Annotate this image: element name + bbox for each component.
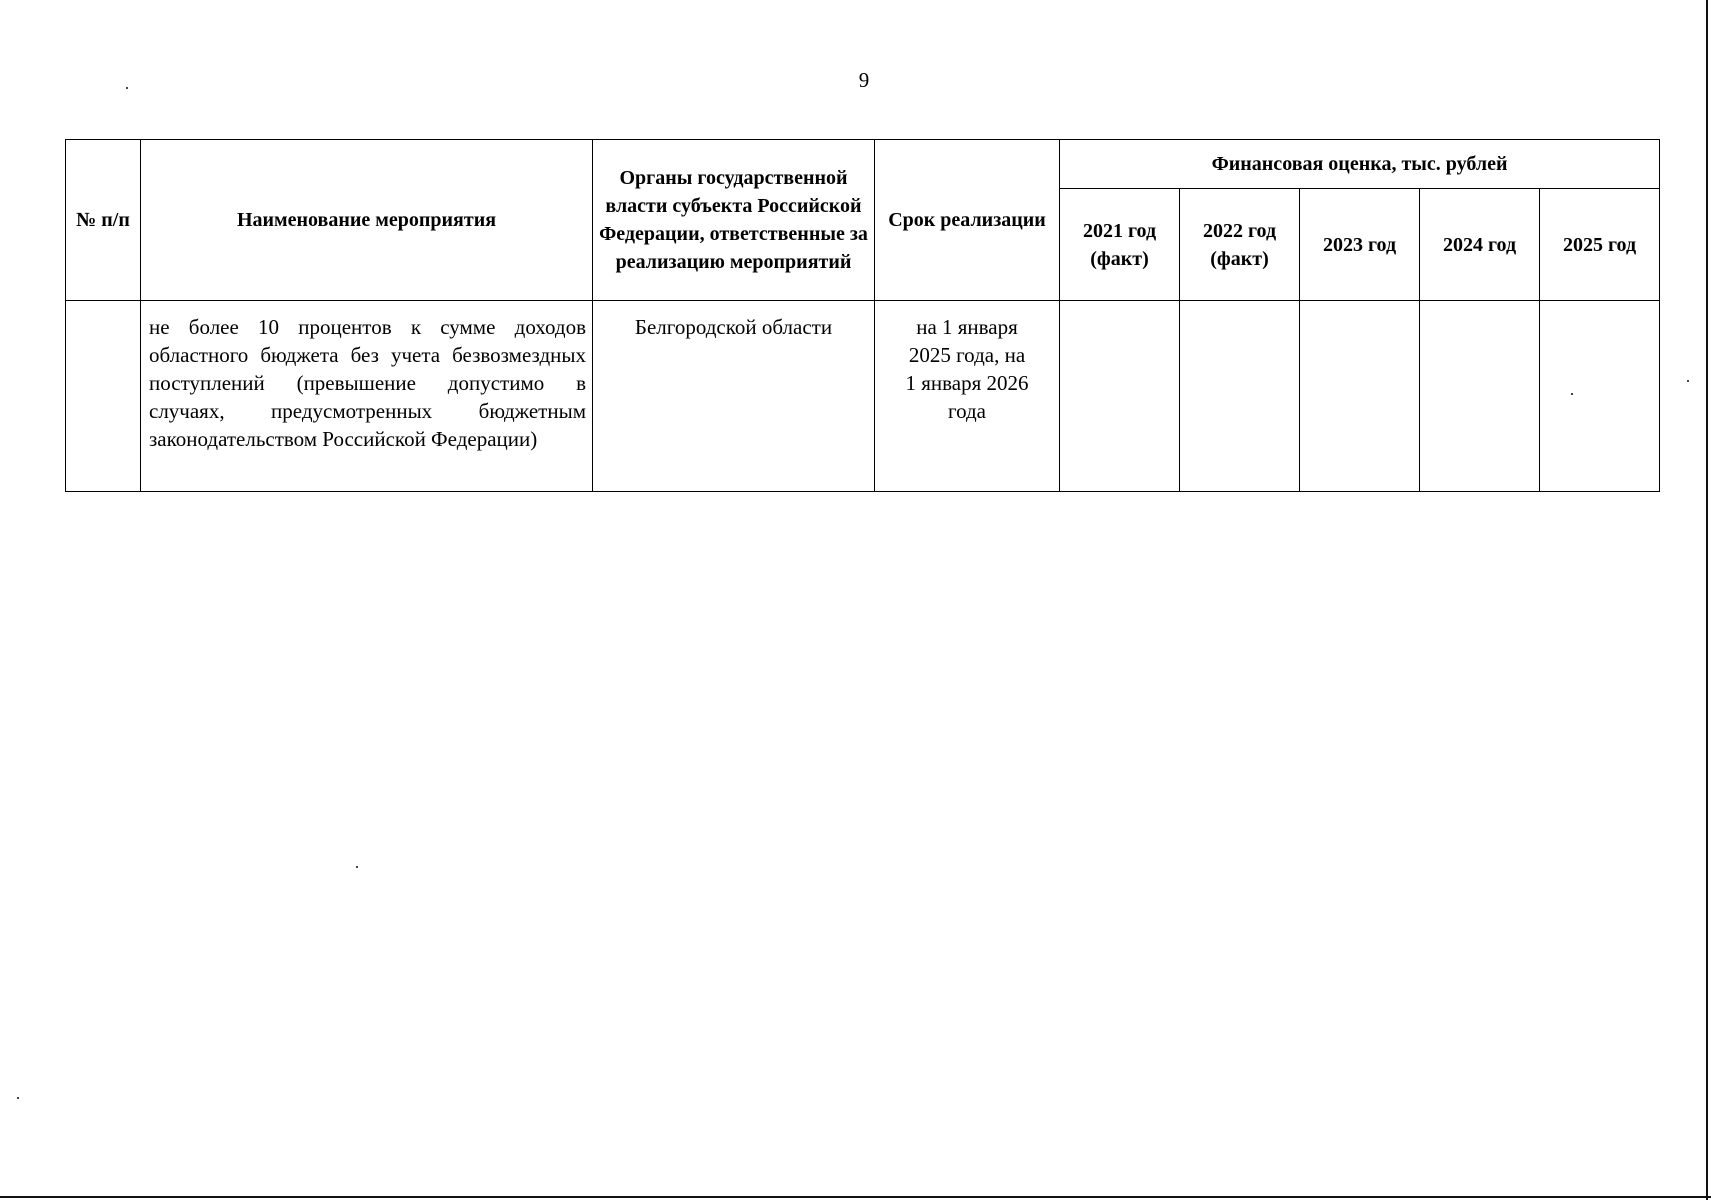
scan-speck [17, 1097, 19, 1099]
header-organs: Органы государственной власти субъекта Российской Федерации, ответственные за реализацию мероприятий [593, 140, 875, 301]
cell-measure-name: не более 10 процентов к сумме доходов областного бюджета без учета безвозмездных поступлений (превышение допустимо в случаях, предусмотренных бюджетным законодательством Российской Федерации) [141, 301, 593, 492]
table-header-row [66, 140, 1660, 189]
header-term: Срок реализации [875, 140, 1060, 301]
header-finance: Финансовая оценка, тыс. рублей [1060, 140, 1660, 189]
table-row [66, 301, 1660, 492]
cell-value-2025 [1540, 301, 1660, 492]
header-year-2021: 2021 год (факт) [1060, 189, 1180, 301]
cell-value-2021 [1060, 301, 1180, 492]
cell-term [875, 301, 1060, 492]
scan-speck [356, 866, 358, 868]
page-number: 9 [858, 68, 870, 92]
header-year-2025: 2025 год [1540, 189, 1660, 301]
cell-value-2023 [1300, 301, 1420, 492]
cell-value-2024 [1420, 301, 1540, 492]
header-year-2024: 2024 год [1420, 189, 1540, 301]
measures-table [65, 139, 1660, 492]
page-edge-bottom [0, 1196, 1711, 1198]
cell-value-2022 [1180, 301, 1300, 492]
header-year-2023: 2023 год [1300, 189, 1420, 301]
scan-speck [1687, 380, 1689, 382]
cell-organs: Белгородской области [593, 301, 875, 492]
header-year-2022: 2022 год (факт) [1180, 189, 1300, 301]
header-num: № п/п [66, 140, 141, 301]
page-edge-right [1706, 0, 1708, 1200]
term-text: на 1 января 2025 года, на 1 января 2026 года [905, 315, 1029, 423]
cell-num [66, 301, 141, 492]
header-name: Наименование мероприятия [141, 140, 593, 301]
